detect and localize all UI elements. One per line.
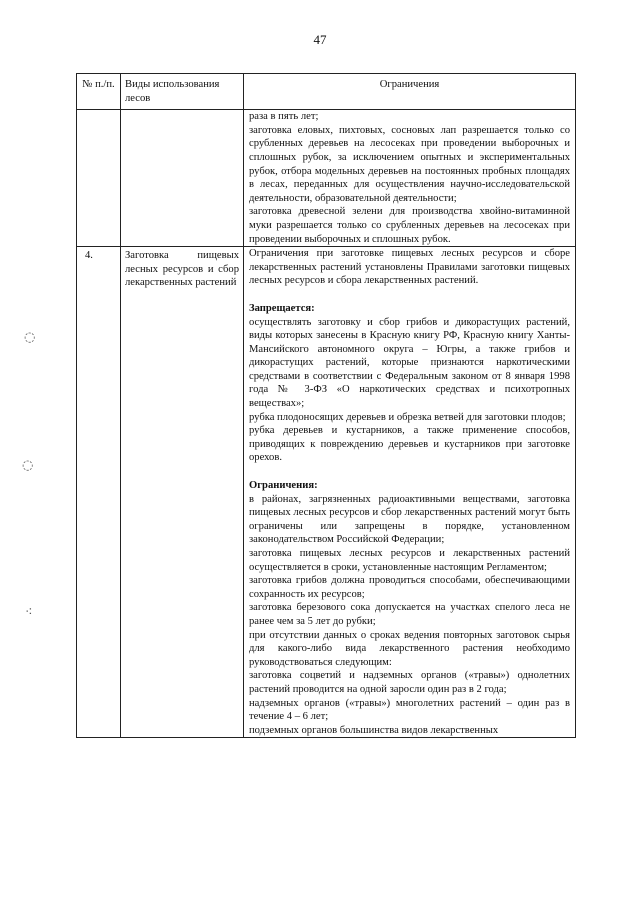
prohibited-item: осуществлять заготовку и сбор грибов и дикорастущих растений, виды которых занесены в Красную книгу РФ, Красную книгу Ханты-Мансийского автономного округа – Югры, а также грибов и дикорастущих растений, которые признаются наркотическими средствами в соответствии с Федеральным законом от 8 января 1998 года № 3-ФЗ «О наркотических средствах и психотропных веществах»;	[249, 316, 570, 410]
restriction-line: раза в пять лет;	[249, 111, 319, 123]
prohibited-item: рубка плодоносящих деревьев и обрезка ветвей для заготовки плодов;	[249, 411, 566, 423]
header-number: № п./п.	[77, 74, 121, 110]
restriction-item: заготовка соцветий и надземных органов («травы») однолетних растений проводится на одной заросли один раз в 2 года;	[249, 670, 570, 695]
prohibited-item: рубка деревьев и кустарников, а также применение способов, приводящих к повреждению деревьев и кустарников при заготовке орехов.	[249, 425, 570, 464]
margin-mark-3: ⁖	[25, 605, 33, 620]
header-forest-use-type: Виды использования лесов	[121, 74, 244, 110]
margin-mark-2: ◌	[22, 458, 34, 473]
restriction-item: заготовка березового сока допускается на участках спелого леса не ранее чем за 5 лет до рубки;	[249, 602, 570, 627]
row-number-empty	[77, 110, 121, 247]
restriction-line: заготовка древесной зелени для производства хвойно-витаминной муки разрешается только со срубленных деревьев на лесосеках при проведении выборочных и сплошных рубок.	[249, 206, 570, 245]
paragraph-spacer	[249, 288, 570, 302]
restrictions-heading: Ограничения:	[249, 480, 318, 492]
header-restrictions: Ограничения	[244, 74, 576, 110]
restriction-item: надземных органов («травы») многолетних растений – один раз в течение 4 – 6 лет;	[249, 697, 570, 723]
prohibited-heading: Запрещается:	[249, 302, 315, 314]
paragraph-spacer	[249, 465, 570, 479]
restriction-item: при отсутствии данных о сроках ведения повторных заготовок сырья для какого-либо вида лекарственного растения необходимо руководствоваться следующим:	[249, 629, 570, 668]
restrictions-cell	[244, 247, 576, 738]
forest-use-type: Заготовка пищевых лесных ресурсов и сбор лекарственных растений	[121, 247, 244, 738]
row-number: 4.	[77, 247, 121, 738]
restriction-item: заготовка грибов должна проводиться способами, обеспечивающими сохранность их ресурсов;	[249, 575, 570, 600]
continued-restrictions-cell	[244, 110, 576, 247]
intro-text: Ограничения при заготовке пищевых лесных ресурсов и сборе лекарственных растений установлены Правилами заготовки пищевых лесных ресурсов и сбора лекарственных растений.	[249, 248, 570, 287]
restriction-item: в районах, загрязненных радиоактивными веществами, заготовка пищевых лесных ресурсов и сбор лекарственных растений могут быть ограничены или запрещены в порядке, установленном законодательством Российской Федерации;	[249, 493, 570, 546]
restriction-item: подземных органов большинства видов лекарственных	[249, 724, 499, 736]
page-number: 47	[313, 32, 327, 47]
restrictions-table	[76, 73, 576, 738]
table-row	[77, 247, 576, 738]
restriction-line: заготовка еловых, пихтовых, сосновых лап разрешается только со срубленных деревьев на лесосеках при проведении выборочных и сплошных рубок, за исключением опытных и экспериментальных рубок, отбора модельных деревьев на постоянных пробных площадях в лесах, переданных для осуществления научно-исследовательской деятельности, образовательной деятельности;	[249, 124, 570, 204]
table-header-row	[77, 74, 576, 110]
table-row	[77, 110, 576, 247]
restriction-item: заготовка пищевых лесных ресурсов и лекарственных растений осуществляется в сроки, установленные настоящим Регламентом;	[249, 548, 570, 573]
margin-mark-1: ◌	[24, 330, 36, 345]
row-type-empty	[121, 110, 244, 247]
